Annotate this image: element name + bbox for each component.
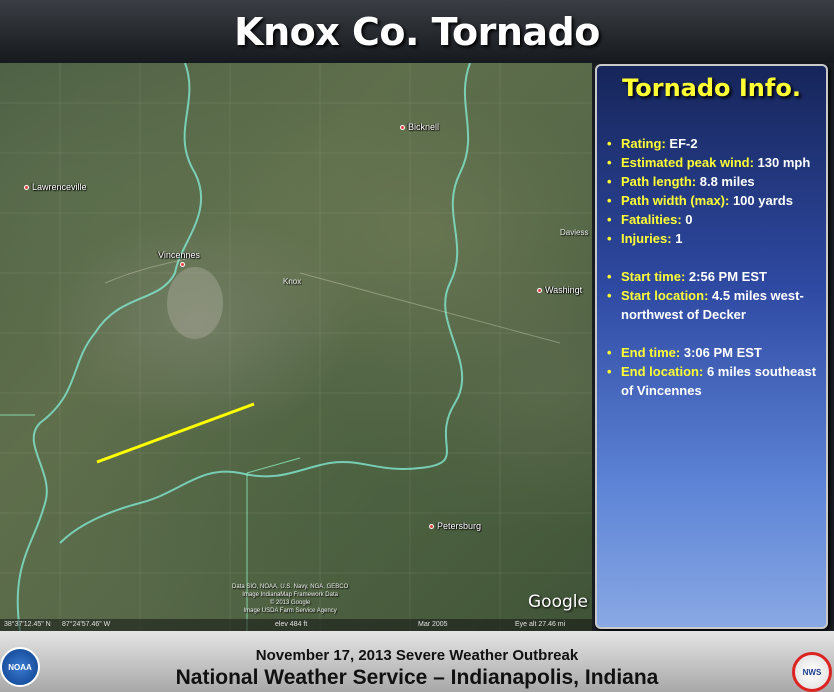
nws-logo-icon: NWS <box>792 652 832 692</box>
vincennes-urban-area <box>167 267 223 339</box>
info-panel-heading: Tornado Info. <box>622 74 801 102</box>
county-label-knox: Knox <box>283 277 302 286</box>
title-bar <box>0 0 834 63</box>
place-petersburg: Petersburg <box>429 521 481 531</box>
info-item-start-time: • Start time: 2:56 PM EST <box>607 267 822 286</box>
place-lawrenceville: Lawrenceville <box>24 182 87 192</box>
place-marker-icon <box>537 288 542 293</box>
place-marker-icon <box>400 125 405 130</box>
map-attribution: Data SIO, NOAA, U.S. Navy, NGA, GEBCO Image IndianaMap Framework Data © 2013 Google Image USDA Farm Service Agency <box>232 584 349 614</box>
satellite-map[interactable] <box>0 63 592 631</box>
wabash-river <box>18 63 201 631</box>
noaa-logo-icon: NOAA <box>0 647 40 687</box>
elevation-readout: elev 484 ft <box>275 621 308 628</box>
eye-altitude-readout: Eye alt 27.46 mi <box>515 621 566 628</box>
page-title: Knox Co. Tornado <box>234 9 600 54</box>
longitude-readout: 87°24'57.46" W <box>62 621 111 628</box>
county-label-daviess: Daviess <box>560 228 589 237</box>
field-grid <box>0 63 592 631</box>
info-item-rating: • Rating: EF-2 <box>607 134 822 153</box>
white-river <box>60 63 470 543</box>
info-item-path-width: • Path width (max): 100 yards <box>607 191 822 210</box>
map-overlay <box>0 63 592 631</box>
map-status-bar <box>0 619 592 631</box>
info-item-end-time: • End time: 3:06 PM EST <box>607 343 822 362</box>
latitude-readout: 38°37'12.45" N <box>4 621 51 628</box>
imagery-date: Mar 2005 <box>418 621 448 628</box>
place-bicknell: Bicknell <box>400 122 439 132</box>
tornado-info-panel <box>595 64 828 629</box>
info-item-start-location: • Start location: 4.5 miles west-northwest of Decker <box>607 286 822 324</box>
footer <box>0 631 834 692</box>
office-name: National Weather Service – Indianapolis, Indiana <box>175 666 659 689</box>
place-marker-icon <box>24 185 29 190</box>
google-logo: Google <box>528 592 588 612</box>
place-vincennes: Vincennes <box>158 250 200 260</box>
place-washington: Washingt <box>537 285 582 295</box>
info-item-end-location: • End location: 6 miles southeast of Vincennes <box>607 362 822 400</box>
info-item-path-length: • Path length: 8.8 miles <box>607 172 822 191</box>
info-item-fatalities: • Fatalities: 0 <box>607 210 822 229</box>
tornado-info-list <box>607 134 822 400</box>
place-marker-icon <box>429 524 434 529</box>
event-title: November 17, 2013 Severe Weather Outbreak <box>255 647 579 664</box>
place-marker-icon <box>180 262 185 267</box>
info-item-peak-wind: • Estimated peak wind: 130 mph <box>607 153 822 172</box>
info-item-injuries: • Injuries: 1 <box>607 229 822 248</box>
